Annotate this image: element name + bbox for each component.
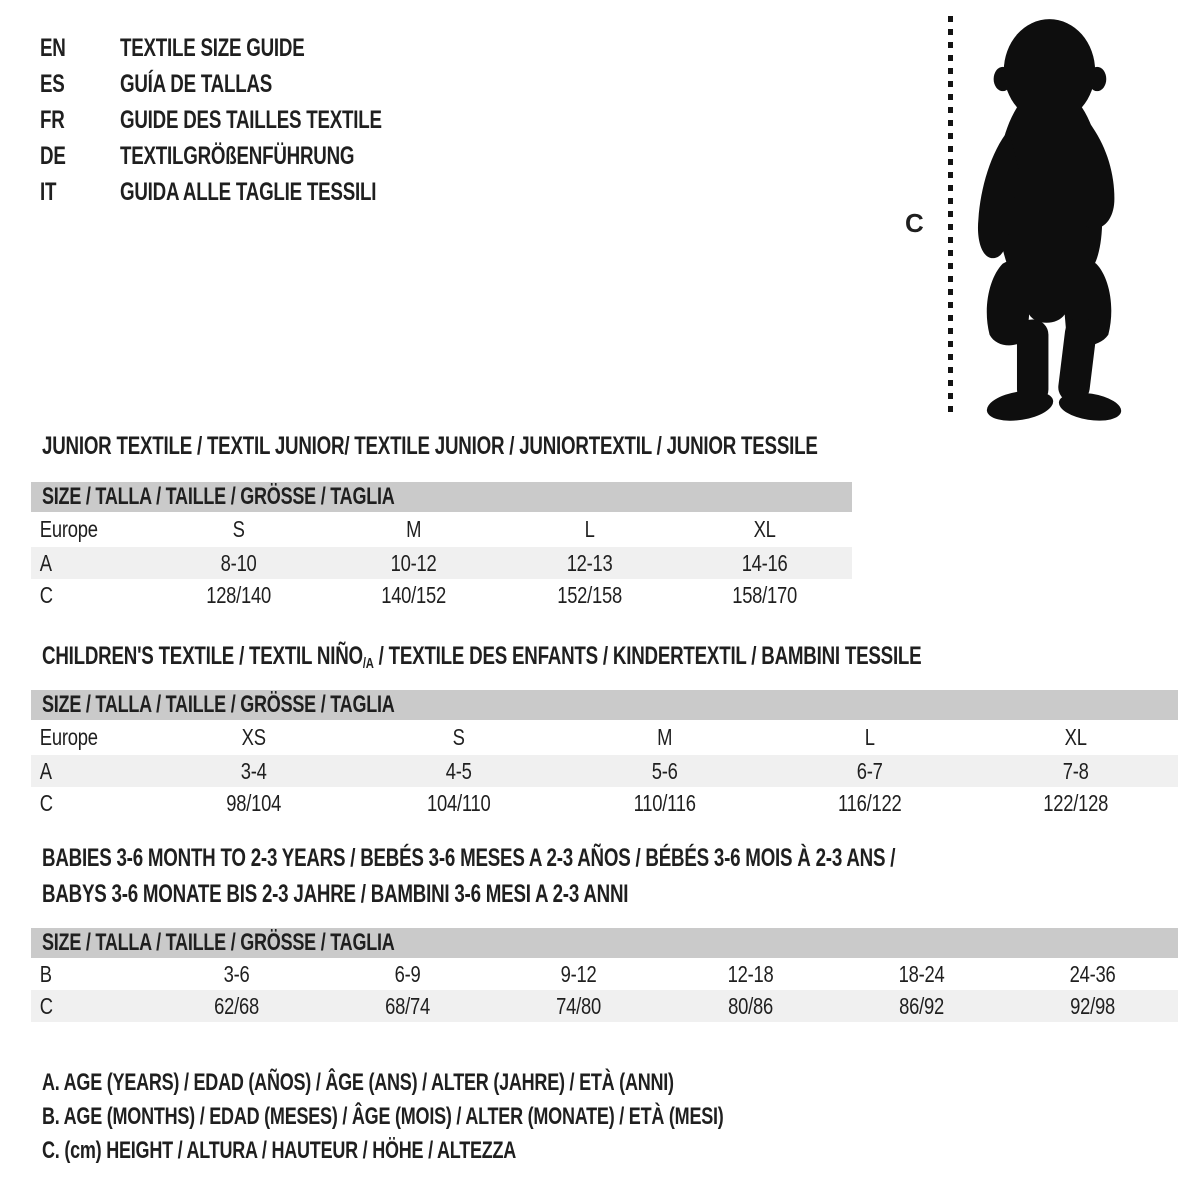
table-row: [31, 579, 852, 611]
size-band-text: SIZE / TALLA / TAILLE / GRÖSSE / TAGLIA: [42, 483, 395, 510]
toddler-silhouette-icon: [962, 10, 1144, 424]
size-band: [31, 928, 1178, 958]
row-label: C: [39, 789, 53, 816]
table-cell: 24-36: [1069, 960, 1116, 987]
legend-line-b: [42, 1100, 951, 1134]
legend-line-a: [42, 1066, 951, 1100]
row-label: C: [39, 581, 53, 608]
size-band-text: SIZE / TALLA / TAILLE / GRÖSSE / TAGLIA: [42, 691, 395, 718]
table-cell: 116/122: [838, 789, 902, 816]
table-cell: M: [656, 724, 673, 750]
table-cell: 122/128: [1042, 789, 1108, 816]
table-cell: 8-10: [220, 549, 257, 576]
title-pre: CHILDREN'S TEXTILE / TEXTIL NIÑO: [42, 642, 363, 670]
language-code: FR: [40, 105, 65, 134]
table-cell: XL: [1064, 724, 1087, 750]
language-code: IT: [40, 177, 57, 206]
babies-section-title: [42, 840, 1180, 912]
language-title: GUIDE DES TAILLES TEXTILE: [120, 105, 382, 134]
language-list: [40, 30, 469, 210]
table-row: [31, 755, 1178, 787]
language-row: [40, 102, 469, 138]
table-cell: 14-16: [741, 549, 788, 576]
language-title: TEXTILGRÖßENFÜHRUNG: [120, 141, 355, 170]
language-code: ES: [40, 69, 65, 98]
legend-line-c-text: C. (cm) HEIGHT / ALTURA / HAUTEUR / HÖHE / ALTEZZA: [42, 1137, 517, 1164]
table-cell: L: [864, 724, 875, 750]
table-cell: 9-12: [560, 960, 597, 987]
table-cell: XL: [753, 516, 776, 542]
language-title: TEXTILE SIZE GUIDE: [120, 33, 305, 62]
language-title: GUÍA DE TALLAS: [120, 69, 273, 98]
babies-title-line-2: BABYS 3-6 MONATE BIS 2-3 JAHRE / BAMBINI 3-6 MESI A 2-3 ANNI: [42, 880, 629, 908]
language-row: [40, 174, 469, 210]
table-cell: 128/140: [206, 581, 272, 608]
table-cell: 12-13: [566, 549, 613, 576]
row-label: A: [39, 549, 52, 576]
table-cell: 3-6: [223, 960, 250, 987]
size-band: [31, 690, 1178, 720]
language-row: [40, 30, 469, 66]
table-cell: 110/116: [633, 789, 696, 816]
row-label: Europe: [39, 516, 98, 542]
junior-section-title-text: JUNIOR TEXTILE / TEXTIL JUNIOR/ TEXTILE JUNIOR / JUNIORTEXTIL / JUNIOR TESSILE: [42, 432, 818, 460]
table-cell: 74/80: [556, 992, 602, 1019]
table-row: [31, 958, 1178, 990]
size-band: [31, 482, 852, 512]
table-cell: 6-9: [394, 960, 421, 987]
legend-line-c: [42, 1134, 951, 1168]
language-row: [40, 138, 469, 174]
table-row: [31, 787, 1178, 819]
title-post: / TEXTILE DES ENFANTS / KINDERTEXTIL / BAMBINI TESSILE: [373, 642, 922, 670]
row-label: C: [39, 992, 53, 1019]
table-cell: 152/158: [556, 581, 622, 608]
table-cell: 18-24: [898, 960, 945, 987]
language-title: GUIDA ALLE TAGLIE TESSILI: [120, 177, 377, 206]
table-cell: 86/92: [898, 992, 944, 1019]
table-row: [31, 512, 852, 547]
table-cell: S: [232, 516, 245, 542]
table-cell: 62/68: [214, 992, 260, 1019]
size-band-text: SIZE / TALLA / TAILLE / GRÖSSE / TAGLIA: [42, 929, 395, 956]
table-cell: 98/104: [226, 789, 282, 816]
language-code: EN: [40, 33, 66, 62]
language-row: [40, 66, 469, 102]
row-label: A: [39, 757, 52, 784]
table-cell: 10-12: [390, 549, 437, 576]
table-cell: 4-5: [446, 757, 473, 784]
junior-section-title: [42, 428, 1076, 464]
table-cell: 3-4: [240, 757, 267, 784]
table-cell: XS: [241, 724, 266, 750]
table-cell: 158/170: [731, 581, 797, 608]
legend-line-a-text: A. AGE (YEARS) / EDAD (AÑOS) / ÂGE (ANS) / ALTER (JAHRE) / ETÀ (ANNI): [42, 1069, 674, 1096]
language-code: DE: [40, 141, 66, 170]
babies-title-line-1: BABIES 3-6 MONTH TO 2-3 YEARS / BEBÉS 3-6 MESES A 2-3 AÑOS / BÉBÉS 3-6 MOIS À 2-3 ANS /: [42, 844, 896, 872]
measure-legend: [42, 1066, 951, 1168]
table-cell: M: [406, 516, 422, 542]
row-label: Europe: [39, 724, 98, 750]
table-cell: S: [453, 724, 466, 750]
table-cell: 92/98: [1070, 992, 1115, 1019]
table-cell: 12-18: [727, 960, 774, 987]
height-dashed-line: [948, 16, 953, 414]
table-cell: 6-7: [856, 757, 883, 784]
junior-size-table: [31, 482, 852, 611]
children-section-title: [42, 638, 1200, 682]
table-cell: 5-6: [651, 757, 678, 784]
table-cell: 7-8: [1062, 757, 1089, 784]
row-label: B: [39, 960, 52, 987]
table-cell: L: [584, 516, 595, 542]
children-section-title-text: [42, 638, 921, 682]
title-subscript: /A: [362, 654, 374, 672]
table-cell: 68/74: [385, 992, 431, 1019]
table-row: [31, 547, 852, 579]
table-row: [31, 990, 1178, 1022]
table-cell: 80/86: [727, 992, 773, 1019]
legend-line-b-text: B. AGE (MONTHS) / EDAD (MESES) / ÂGE (MOIS) / ALTER (MONATE) / ETÀ (MESI): [42, 1103, 724, 1130]
table-row: [31, 720, 1178, 755]
table-cell: 104/110: [427, 789, 491, 816]
table-cell: 140/152: [381, 581, 447, 608]
babies-size-table: [31, 928, 1178, 1022]
height-measure-label: C: [905, 208, 924, 238]
children-size-table: [31, 690, 1178, 819]
